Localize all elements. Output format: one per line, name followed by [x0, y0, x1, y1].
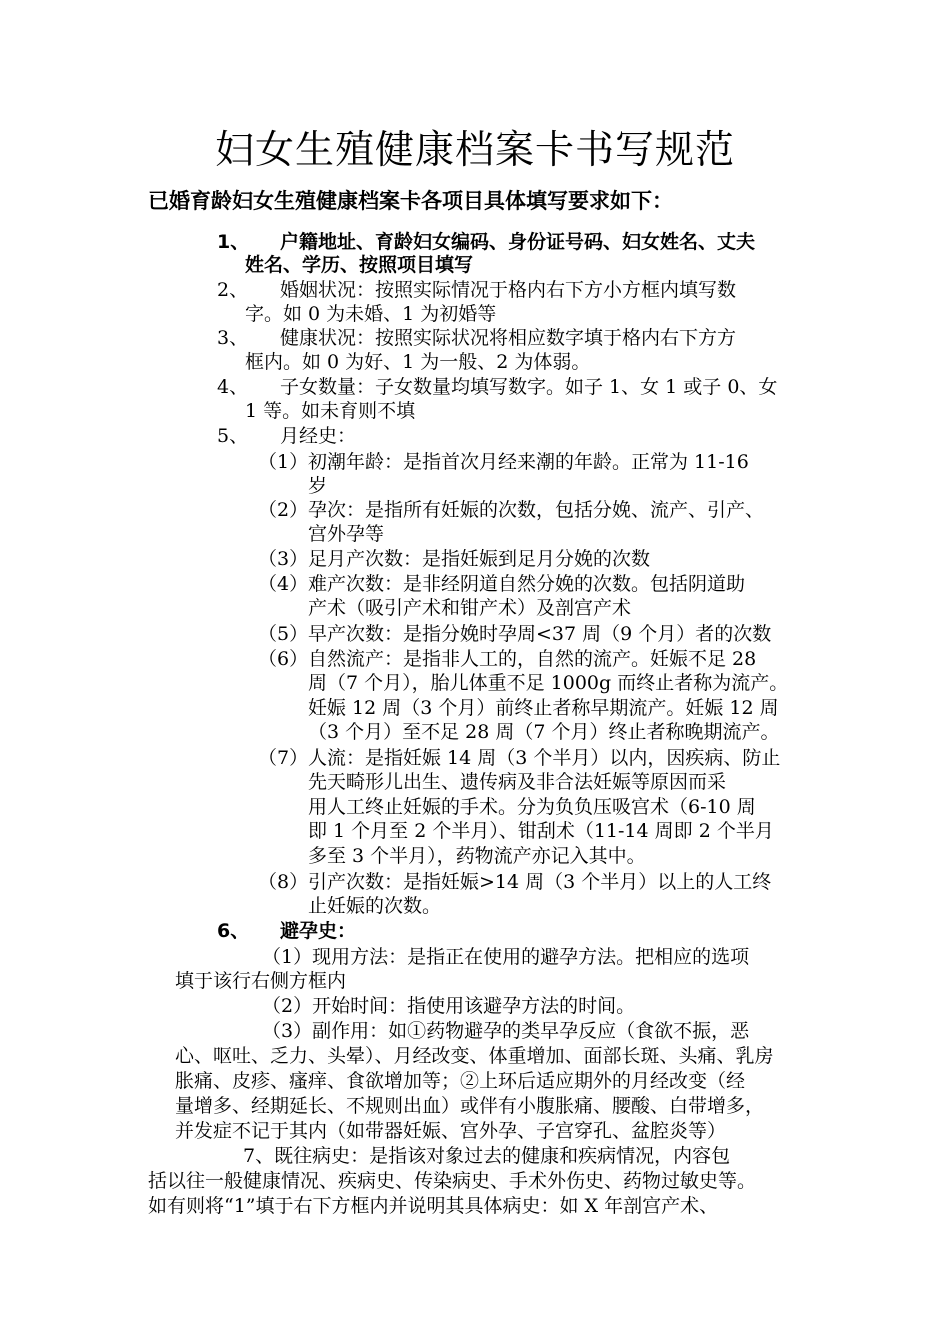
section-5-heading: 月经史：: [280, 425, 357, 447]
section-6-item-3-line-4: 量增多、经期延长、不规则出血）或伴有小腹胀痛、腰酸、白带增多，: [175, 1095, 765, 1117]
section-5-item-1-number: （1）: [258, 451, 309, 473]
section-6-heading: 避孕史：: [280, 920, 357, 942]
section-5-item-5-line-1: 早产次数：是指分娩时孕周<37 周（9 个月）者的次数: [308, 623, 772, 645]
section-6-item-2-line-1: （2）开始时间：指使用该避孕方法的时间。: [262, 995, 636, 1017]
section-4-line-1: 子女数量：子女数量均填写数字。如子 1、女 1 或子 0、女: [280, 376, 778, 398]
section-5-item-7-line-3: 用人工终止妊娠的手术。分为负负压吸宫术（6-10 周: [308, 796, 756, 818]
section-6-item-3-line-5: 并发症不记于其内（如带器妊娠、宫外孕、子宫穿孔、盆腔炎等）: [175, 1120, 727, 1142]
section-3-line-2: 框内。如 0 为好、1 为一般、2 为体弱。: [245, 351, 591, 373]
section-5-item-1-line-2: 岁: [308, 475, 328, 497]
section-4-number: 4、: [217, 376, 249, 398]
section-5-item-8-number: （8）: [258, 871, 309, 893]
section-5-item-7-line-1: 人流：是指妊娠 14 周（3 个半月）以内，因疾病、防止: [308, 747, 781, 769]
section-5-item-2-number: （2）: [258, 499, 309, 521]
section-5-number: 5、: [217, 425, 249, 447]
section-1-line-1: 户籍地址、育龄妇女编码、身份证号码、妇女姓名、丈夫: [280, 231, 756, 253]
section-5-item-6-line-3: 妊娠 12 周（3 个月）前终止者称早期流产。妊娠 12 周: [308, 697, 779, 719]
section-6-item-3-line-2: 心、呕吐、乏力、头晕）、月经改变、体重增加、面部长斑、头痛、乳房: [175, 1045, 774, 1067]
section-7-line-2: 括以往一般健康情况、疾病史、传染病史、手术外伤史、药物过敏史等。: [148, 1170, 757, 1192]
section-5-item-7-line-2: 先天畸形儿出生、遗传病及非合法妊娠等原因而采: [308, 771, 727, 793]
section-5-item-4-number: （4）: [258, 573, 309, 595]
section-5-item-4-line-1: 难产次数：是非经阴道自然分娩的次数。包括阴道助: [308, 573, 746, 595]
section-6-number: 6、: [217, 920, 250, 942]
section-6-item-3-line-3: 胀痛、皮疹、瘙痒、食欲增加等；②上环后适应期外的月经改变（经: [175, 1070, 746, 1092]
section-5-item-8-line-2: 止妊娠的次数。: [308, 895, 442, 917]
section-6-item-3-line-1: （3）副作用：如①药物避孕的类早孕反应（食欲不振，恶: [262, 1020, 750, 1042]
section-5-item-3-number: （3）: [258, 548, 309, 570]
section-5-item-5-number: （5）: [258, 623, 309, 645]
section-5-item-6-line-2: 周（7 个月），胎儿体重不足 1000g 而终止者称为流产。: [308, 672, 789, 694]
section-5-item-4-line-2: 产术（吸引产术和钳产术）及剖宫产术: [308, 597, 632, 619]
section-2-number: 2、: [217, 279, 249, 301]
section-5-item-8-line-1: 引产次数：是指妊娠>14 周（3 个半月）以上的人工终: [308, 871, 772, 893]
page-title: 妇女生殖健康档案卡书写规范: [214, 128, 735, 173]
section-5-item-1-line-1: 初潮年龄：是指首次月经来潮的年龄。正常为 11-16: [308, 451, 749, 473]
section-6-item-1-line-2: 填于该行右侧方框内: [175, 970, 347, 992]
section-5-item-3-line-1: 足月产次数：是指妊娠到足月分娩的次数: [308, 548, 651, 570]
section-5-item-7-line-4: 即 1 个月至 2 个半月）、钳刮术（11-14 周即 2 个半月: [308, 820, 774, 842]
section-5-item-7-number: （7）: [258, 747, 309, 769]
section-2-line-2: 字。如 0 为未婚、1 为初婚等: [245, 303, 497, 325]
section-3-number: 3、: [217, 327, 249, 349]
section-1-number: 1、: [217, 231, 250, 253]
section-5-item-6-number: （6）: [258, 648, 309, 670]
section-2-line-1: 婚姻状况：按照实际情况于格内右下方小方框内填写数: [280, 279, 737, 301]
section-7-line-1: 7、既往病史：是指该对象过去的健康和疾病情况，内容包: [243, 1145, 731, 1167]
section-5-item-2-line-2: 宫外孕等: [308, 523, 385, 545]
section-5-item-6-line-1: 自然流产：是指非人工的，自然的流产。妊娠不足 28: [308, 648, 757, 670]
section-3-line-1: 健康状况：按照实际状况将相应数字填于格内右下方方: [280, 327, 737, 349]
section-5-item-7-line-5: 多至 3 个半月），药物流产亦记入其中。: [308, 845, 646, 867]
section-5-item-2-line-1: 孕次：是指所有妊娠的次数，包括分娩、流产、引产、: [308, 499, 765, 521]
section-6-item-1-line-1: （1）现用方法：是指正在使用的避孕方法。把相应的选项: [262, 946, 750, 968]
section-4-line-2: 1 等。如未育则不填: [245, 400, 416, 422]
section-7-line-3: 如有则将“1”填于右下方框内并说明其具体病史：如 X 年剖宫产术、: [148, 1195, 719, 1217]
section-1-line-2: 姓名、学历、按照项目填写: [245, 254, 474, 276]
section-5-item-6-line-4: （3 个月）至不足 28 周（7 个月）终止者称晚期流产。: [308, 721, 780, 743]
document-subtitle: 已婚育龄妇女生殖健康档案卡各项目具体填写要求如下：: [148, 189, 673, 213]
